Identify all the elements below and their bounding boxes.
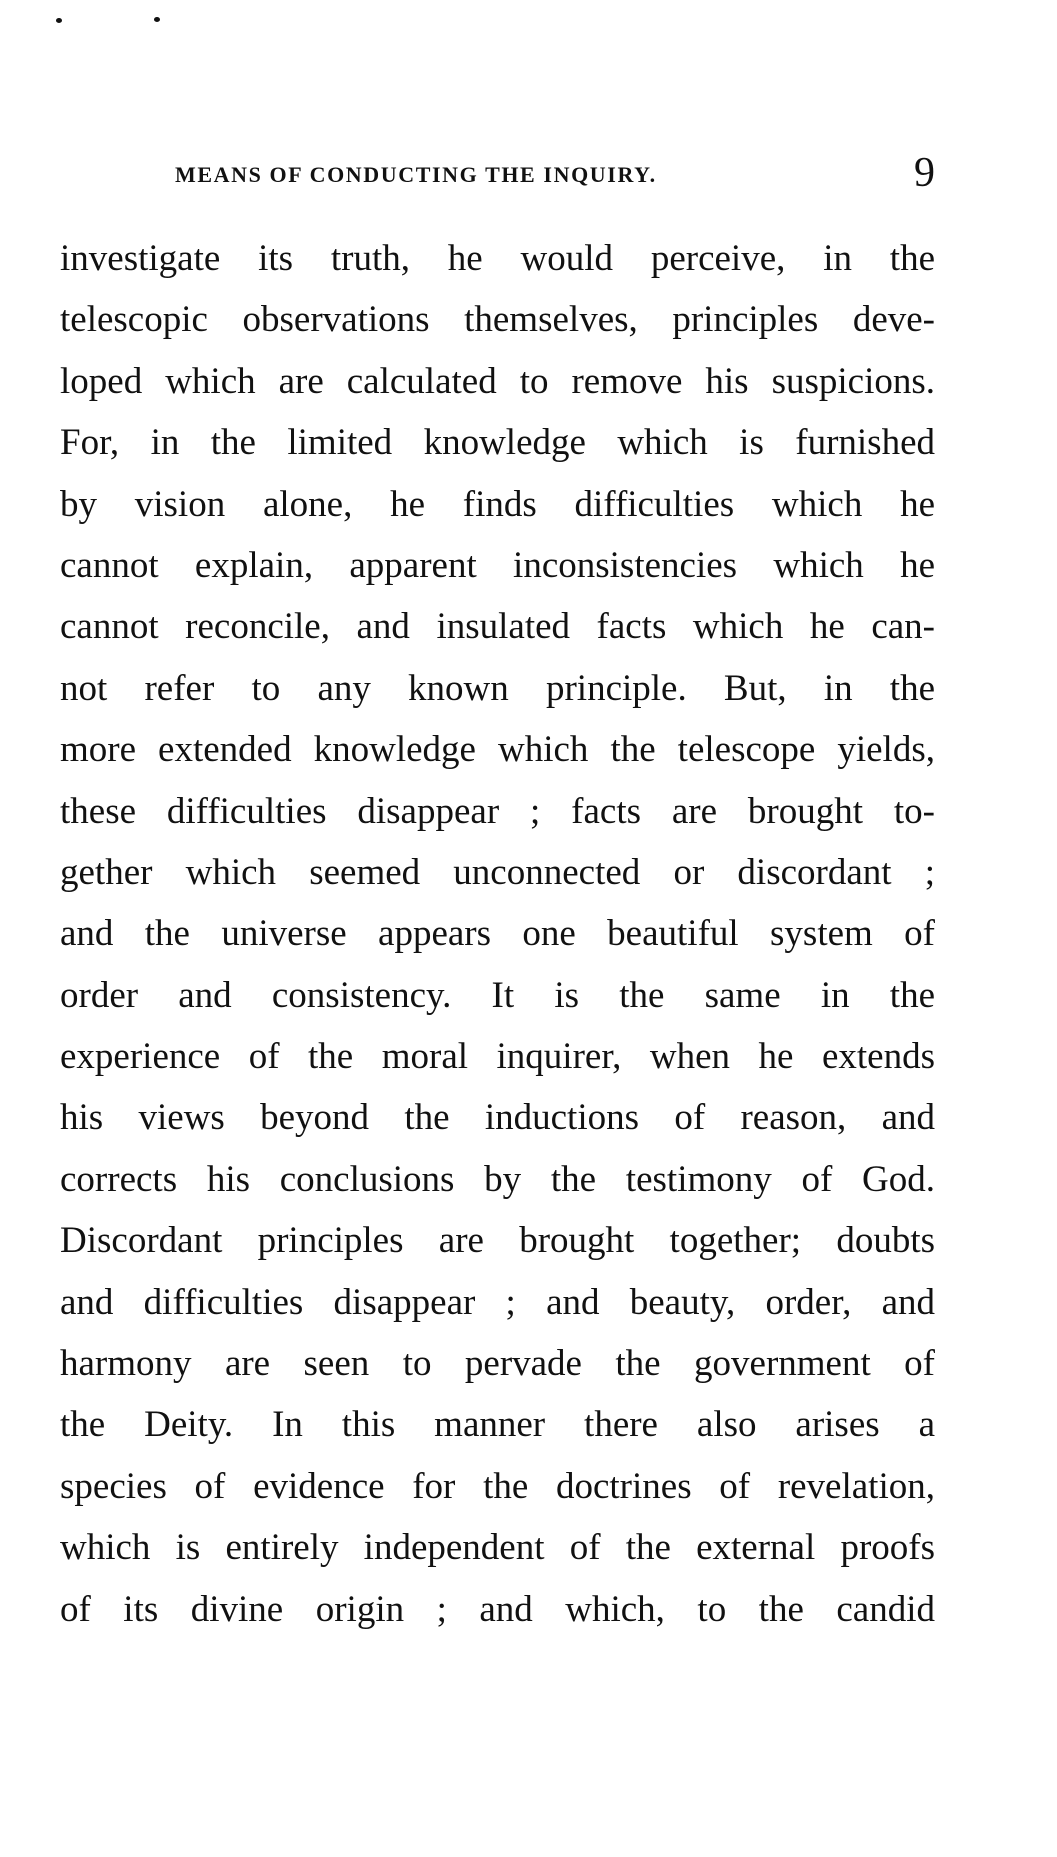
text-line: and difficulties disappear ; and beauty, order, and (60, 1281, 935, 1323)
text-line: corrects his conclusions by the testimony of God. (60, 1158, 935, 1200)
text-line: his views beyond the inductions of reason, and (60, 1097, 935, 1139)
text-line: more extended knowledge which the telescope yields, (60, 729, 935, 771)
text-line: loped which are calculated to remove his suspicions. (60, 360, 935, 402)
text-line: investigate its truth, he would perceive, in the (60, 238, 935, 279)
text-line: Discordant principles are brought together; doubts (60, 1220, 935, 1262)
text-line: by vision alone, he finds difficulties which he (60, 483, 935, 525)
running-title: MEANS OF CONDUCTING THE INQUIRY. (175, 162, 657, 187)
text-line: cannot reconcile, and insulated facts which he can- (60, 606, 935, 648)
text-line: not refer to any known principle. But, in the (60, 667, 935, 709)
text-line: the Deity. In this manner there also arises a (60, 1404, 935, 1446)
text-line: of its divine origin ; and which, to the candid (60, 1588, 935, 1630)
text-line: experience of the moral inquirer, when he extends (60, 1036, 935, 1078)
text-line: these difficulties disappear ; facts are brought to- (60, 790, 935, 832)
running-head (60, 148, 935, 198)
body-text (60, 228, 935, 1640)
text-line: species of evidence for the doctrines of revelation, (60, 1465, 935, 1507)
ink-speck (154, 17, 160, 22)
text-line: telescopic observations themselves, principles deve- (60, 299, 935, 341)
text-line: and the universe appears one beautiful system of (60, 913, 935, 955)
text-line: gether which seemed unconnected or discordant ; (60, 851, 935, 893)
text-line: order and consistency. It is the same in the (60, 974, 935, 1016)
text-line: harmony are seen to pervade the government of (60, 1343, 935, 1385)
ink-speck (56, 18, 62, 23)
text-line: For, in the limited knowledge which is furnished (60, 422, 935, 464)
text-line: cannot explain, apparent inconsistencies which he (60, 544, 935, 586)
page-number: 9 (914, 150, 935, 196)
text-line: which is entirely independent of the external proofs (60, 1527, 935, 1569)
